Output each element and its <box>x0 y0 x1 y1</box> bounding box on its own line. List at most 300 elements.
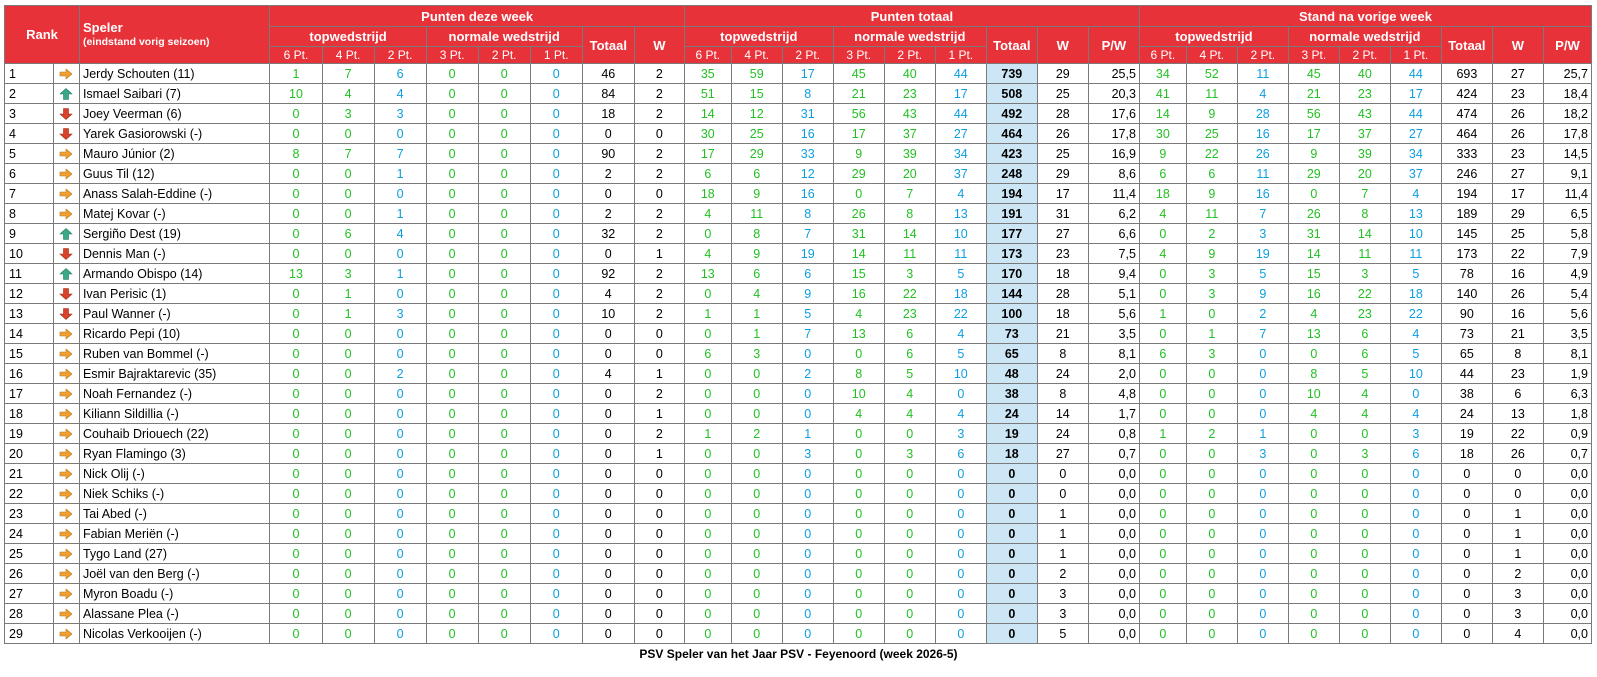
week-points-cell: 0 <box>530 504 582 524</box>
player-name: Joey Veerman (6) <box>79 104 270 124</box>
prev-pw-cell: 1,9 <box>1543 364 1591 384</box>
week-total-cell: 18 <box>582 104 634 124</box>
col-2pt-norm-week: 2 Pt. <box>478 47 530 64</box>
week-points-cell: 0 <box>530 84 582 104</box>
prev-points-cell: 4 <box>1390 184 1441 204</box>
week-points-cell: 7 <box>322 64 374 84</box>
week-points-cell: 0 <box>322 364 374 384</box>
rank-cell: 23 <box>5 504 54 524</box>
week-points-cell: 1 <box>374 264 426 284</box>
week-points-cell: 0 <box>530 444 582 464</box>
trend-cell <box>53 604 79 624</box>
prev-total-cell: 173 <box>1441 244 1492 264</box>
trend-cell <box>53 464 79 484</box>
week-w-cell: 0 <box>634 484 684 504</box>
total-points-cell: 23 <box>884 84 935 104</box>
week-points-cell: 0 <box>478 264 530 284</box>
week-points-cell: 1 <box>322 284 374 304</box>
arrow-up-icon <box>59 227 73 241</box>
total-points-cell: 37 <box>884 124 935 144</box>
table-row <box>5 404 1592 424</box>
week-points-cell: 0 <box>478 224 530 244</box>
prev-points-cell: 0 <box>1237 584 1288 604</box>
week-points-cell: 0 <box>270 584 322 604</box>
col-6pt-week: 6 Pt. <box>270 47 322 64</box>
prev-points-cell: 9 <box>1237 284 1288 304</box>
prev-points-cell: 7 <box>1237 204 1288 224</box>
prev-points-cell: 15 <box>1288 264 1339 284</box>
total-points-cell: 10 <box>935 224 986 244</box>
total-w-cell: 1 <box>1037 524 1088 544</box>
week-points-cell: 0 <box>426 564 478 584</box>
prev-points-cell: 0 <box>1186 624 1237 644</box>
week-points-cell: 0 <box>530 104 582 124</box>
total-total-cell: 65 <box>986 344 1037 364</box>
prev-points-cell: 4 <box>1339 404 1390 424</box>
prev-points-cell: 9 <box>1186 104 1237 124</box>
total-points-cell: 0 <box>731 384 782 404</box>
week-points-cell: 0 <box>530 564 582 584</box>
total-points-cell: 4 <box>884 384 935 404</box>
subgroup-top-week: topwedstrijd <box>270 27 426 47</box>
total-total-cell: 0 <box>986 624 1037 644</box>
prev-pw-cell: 0,0 <box>1543 624 1591 644</box>
total-points-cell: 0 <box>884 544 935 564</box>
total-points-cell: 26 <box>833 204 884 224</box>
prev-points-cell: 23 <box>1339 84 1390 104</box>
prev-points-cell: 0 <box>1288 604 1339 624</box>
total-points-cell: 15 <box>731 84 782 104</box>
table-row <box>5 364 1592 384</box>
week-points-cell: 0 <box>374 524 426 544</box>
prev-points-cell: 1 <box>1237 424 1288 444</box>
rank-cell: 22 <box>5 484 54 504</box>
player-name: Tai Abed (-) <box>79 504 270 524</box>
total-points-cell: 6 <box>731 164 782 184</box>
prev-total-cell: 0 <box>1441 544 1492 564</box>
prev-total-cell: 464 <box>1441 124 1492 144</box>
prev-pw-cell: 0,0 <box>1543 544 1591 564</box>
total-points-cell: 5 <box>782 304 833 324</box>
prev-points-cell: 0 <box>1186 584 1237 604</box>
prev-points-cell: 4 <box>1237 84 1288 104</box>
prev-points-cell: 0 <box>1237 624 1288 644</box>
week-total-cell: 46 <box>582 64 634 84</box>
rank-cell: 24 <box>5 524 54 544</box>
total-points-cell: 9 <box>782 284 833 304</box>
prev-points-cell: 9 <box>1139 144 1186 164</box>
total-points-cell: 0 <box>884 604 935 624</box>
prev-total-cell: 140 <box>1441 284 1492 304</box>
prev-points-cell: 0 <box>1390 524 1441 544</box>
prev-points-cell: 3 <box>1186 284 1237 304</box>
total-points-cell: 59 <box>731 64 782 84</box>
prev-points-cell: 6 <box>1139 344 1186 364</box>
prev-points-cell: 7 <box>1339 184 1390 204</box>
total-points-cell: 43 <box>884 104 935 124</box>
total-points-cell: 4 <box>833 304 884 324</box>
arrow-up-icon <box>59 87 73 101</box>
prev-points-cell: 0 <box>1288 344 1339 364</box>
total-points-cell: 0 <box>935 584 986 604</box>
total-total-cell: 0 <box>986 484 1037 504</box>
week-points-cell: 0 <box>478 364 530 384</box>
week-points-cell: 0 <box>530 244 582 264</box>
prev-w-cell: 23 <box>1492 84 1543 104</box>
trend-cell <box>53 124 79 144</box>
prev-points-cell: 25 <box>1186 124 1237 144</box>
rank-cell: 4 <box>5 124 54 144</box>
prev-pw-cell: 0,7 <box>1543 444 1591 464</box>
week-points-cell: 0 <box>322 324 374 344</box>
prev-pw-cell: 0,0 <box>1543 524 1591 544</box>
week-w-cell: 2 <box>634 164 684 184</box>
week-points-cell: 0 <box>270 504 322 524</box>
table-row <box>5 264 1592 284</box>
prev-points-cell: 0 <box>1139 224 1186 244</box>
week-total-cell: 0 <box>582 604 634 624</box>
week-points-cell: 0 <box>322 204 374 224</box>
prev-points-cell: 37 <box>1339 124 1390 144</box>
table-row <box>5 344 1592 364</box>
prev-points-cell: 0 <box>1288 424 1339 444</box>
week-total-cell: 0 <box>582 564 634 584</box>
total-points-cell: 4 <box>935 324 986 344</box>
trend-cell <box>53 484 79 504</box>
prev-points-cell: 16 <box>1237 184 1288 204</box>
col-totaal-week: Totaal <box>582 27 634 64</box>
total-points-cell: 25 <box>731 124 782 144</box>
week-points-cell: 0 <box>530 424 582 444</box>
week-points-cell: 0 <box>374 464 426 484</box>
table-row <box>5 484 1592 504</box>
prev-w-cell: 8 <box>1492 344 1543 364</box>
subgroup-top-vorige: topwedstrijd <box>1139 27 1288 47</box>
total-points-cell: 4 <box>684 204 731 224</box>
prev-points-cell: 0 <box>1139 524 1186 544</box>
sheet-footer: PSV Speler van het Jaar PSV - Feyenoord (week 2026-5) <box>639 647 958 661</box>
week-total-cell: 0 <box>582 544 634 564</box>
total-points-cell: 34 <box>935 144 986 164</box>
prev-total-cell: 333 <box>1441 144 1492 164</box>
week-points-cell: 0 <box>426 244 478 264</box>
week-points-cell: 0 <box>374 564 426 584</box>
total-points-cell: 3 <box>731 344 782 364</box>
rank-cell: 9 <box>5 224 54 244</box>
total-total-cell: 492 <box>986 104 1037 124</box>
total-points-cell: 0 <box>684 564 731 584</box>
total-w-cell: 29 <box>1037 64 1088 84</box>
total-total-cell: 177 <box>986 224 1037 244</box>
prev-points-cell: 2 <box>1186 424 1237 444</box>
prev-w-cell: 21 <box>1492 324 1543 344</box>
total-total-cell: 48 <box>986 364 1037 384</box>
total-points-cell: 22 <box>884 284 935 304</box>
trend-cell <box>53 524 79 544</box>
week-points-cell: 1 <box>270 64 322 84</box>
week-points-cell: 0 <box>530 284 582 304</box>
week-points-cell: 13 <box>270 264 322 284</box>
total-points-cell: 4 <box>833 404 884 424</box>
total-points-cell: 0 <box>884 504 935 524</box>
total-pw-cell: 1,7 <box>1088 404 1139 424</box>
total-points-cell: 1 <box>684 424 731 444</box>
week-points-cell: 7 <box>322 144 374 164</box>
total-points-cell: 18 <box>935 284 986 304</box>
prev-points-cell: 0 <box>1390 624 1441 644</box>
trend-cell <box>53 564 79 584</box>
total-points-cell: 0 <box>684 324 731 344</box>
week-points-cell: 0 <box>322 464 374 484</box>
week-points-cell: 0 <box>478 544 530 564</box>
prev-points-cell: 4 <box>1390 404 1441 424</box>
week-points-cell: 0 <box>478 324 530 344</box>
arrow-right-icon <box>59 387 73 401</box>
total-points-cell: 0 <box>833 464 884 484</box>
prev-points-cell: 10 <box>1390 364 1441 384</box>
prev-points-cell: 5 <box>1390 344 1441 364</box>
week-points-cell: 0 <box>478 584 530 604</box>
prev-pw-cell: 11,4 <box>1543 184 1591 204</box>
prev-pw-cell: 9,1 <box>1543 164 1591 184</box>
speler-header <box>79 6 270 64</box>
week-total-cell: 0 <box>582 384 634 404</box>
total-points-cell: 0 <box>731 404 782 424</box>
total-points-cell: 7 <box>782 324 833 344</box>
week-points-cell: 4 <box>374 84 426 104</box>
prev-points-cell: 3 <box>1186 264 1237 284</box>
prev-total-cell: 18 <box>1441 444 1492 464</box>
total-points-cell: 0 <box>884 464 935 484</box>
week-w-cell: 1 <box>634 364 684 384</box>
total-w-cell: 26 <box>1037 124 1088 144</box>
trend-cell <box>53 244 79 264</box>
prev-points-cell: 14 <box>1139 104 1186 124</box>
week-points-cell: 0 <box>374 584 426 604</box>
arrow-right-icon <box>59 627 73 641</box>
week-points-cell: 4 <box>322 84 374 104</box>
rank-cell: 1 <box>5 64 54 84</box>
prev-points-cell: 14 <box>1339 224 1390 244</box>
prev-points-cell: 0 <box>1139 444 1186 464</box>
prev-points-cell: 0 <box>1186 484 1237 504</box>
prev-points-cell: 2 <box>1237 304 1288 324</box>
prev-points-cell: 0 <box>1186 524 1237 544</box>
rank-cell: 20 <box>5 444 54 464</box>
prev-total-cell: 0 <box>1441 564 1492 584</box>
prev-points-cell: 0 <box>1288 584 1339 604</box>
total-points-cell: 3 <box>782 444 833 464</box>
prev-w-cell: 25 <box>1492 224 1543 244</box>
table-row <box>5 304 1592 324</box>
total-total-cell: 191 <box>986 204 1037 224</box>
total-points-cell: 16 <box>782 124 833 144</box>
prev-points-cell: 0 <box>1288 184 1339 204</box>
rank-cell: 5 <box>5 144 54 164</box>
total-points-cell: 19 <box>782 244 833 264</box>
total-points-cell: 12 <box>782 164 833 184</box>
prev-points-cell: 0 <box>1288 484 1339 504</box>
prev-points-cell: 0 <box>1339 584 1390 604</box>
prev-pw-cell: 4,9 <box>1543 264 1591 284</box>
week-total-cell: 0 <box>582 324 634 344</box>
prev-points-cell: 0 <box>1139 404 1186 424</box>
week-points-cell: 0 <box>270 284 322 304</box>
prev-points-cell: 10 <box>1390 224 1441 244</box>
week-points-cell: 0 <box>270 324 322 344</box>
prev-w-cell: 23 <box>1492 144 1543 164</box>
total-total-cell: 0 <box>986 544 1037 564</box>
trend-cell <box>53 504 79 524</box>
prev-pw-cell: 0,0 <box>1543 604 1591 624</box>
total-points-cell: 0 <box>684 484 731 504</box>
col-pw-totaal: P/W <box>1088 27 1139 64</box>
col-2pt-top-vorige: 2 Pt. <box>1237 47 1288 64</box>
prev-points-cell: 0 <box>1237 384 1288 404</box>
total-points-cell: 8 <box>731 224 782 244</box>
prev-points-cell: 30 <box>1139 124 1186 144</box>
week-w-cell: 2 <box>634 84 684 104</box>
prev-points-cell: 0 <box>1186 564 1237 584</box>
player-name: Esmir Bajraktarevic (35) <box>79 364 270 384</box>
prev-points-cell: 3 <box>1186 344 1237 364</box>
prev-points-cell: 0 <box>1390 604 1441 624</box>
total-points-cell: 13 <box>935 204 986 224</box>
week-points-cell: 0 <box>270 464 322 484</box>
speler-subtitle: (eindstand vorig seizoen) <box>82 35 210 48</box>
total-points-cell: 17 <box>782 64 833 84</box>
week-points-cell: 0 <box>426 504 478 524</box>
prev-total-cell: 38 <box>1441 384 1492 404</box>
table-row <box>5 444 1592 464</box>
week-points-cell: 1 <box>374 204 426 224</box>
week-points-cell: 0 <box>426 404 478 424</box>
week-points-cell: 0 <box>530 404 582 424</box>
total-points-cell: 10 <box>833 384 884 404</box>
week-points-cell: 0 <box>478 504 530 524</box>
week-points-cell: 0 <box>270 544 322 564</box>
week-points-cell: 0 <box>374 124 426 144</box>
total-points-cell: 31 <box>782 104 833 124</box>
total-total-cell: 248 <box>986 164 1037 184</box>
prev-pw-cell: 6,3 <box>1543 384 1591 404</box>
prev-points-cell: 1 <box>1139 424 1186 444</box>
total-points-cell: 8 <box>833 364 884 384</box>
prev-w-cell: 13 <box>1492 404 1543 424</box>
prev-points-cell: 34 <box>1139 64 1186 84</box>
prev-pw-cell: 0,0 <box>1543 564 1591 584</box>
subgroup-top-totaal: topwedstrijd <box>684 27 833 47</box>
prev-points-cell: 0 <box>1390 564 1441 584</box>
trend-cell <box>53 444 79 464</box>
prev-pw-cell: 18,2 <box>1543 104 1591 124</box>
total-total-cell: 508 <box>986 84 1037 104</box>
week-points-cell: 0 <box>478 284 530 304</box>
week-points-cell: 0 <box>322 244 374 264</box>
prev-pw-cell: 25,7 <box>1543 64 1591 84</box>
week-points-cell: 0 <box>530 64 582 84</box>
prev-w-cell: 22 <box>1492 244 1543 264</box>
prev-points-cell: 5 <box>1390 264 1441 284</box>
total-points-cell: 4 <box>935 184 986 204</box>
total-points-cell: 13 <box>684 264 731 284</box>
prev-total-cell: 78 <box>1441 264 1492 284</box>
trend-cell <box>53 84 79 104</box>
arrow-right-icon <box>59 547 73 561</box>
total-w-cell: 8 <box>1037 344 1088 364</box>
trend-cell <box>53 264 79 284</box>
total-pw-cell: 2,0 <box>1088 364 1139 384</box>
prev-points-cell: 44 <box>1390 104 1441 124</box>
prev-points-cell: 0 <box>1186 544 1237 564</box>
week-points-cell: 0 <box>426 64 478 84</box>
prev-pw-cell: 7,9 <box>1543 244 1591 264</box>
subgroup-normaal-week: normale wedstrijd <box>426 27 582 47</box>
prev-points-cell: 0 <box>1139 284 1186 304</box>
total-points-cell: 0 <box>935 484 986 504</box>
col-w-totaal: W <box>1037 27 1088 64</box>
total-points-cell: 0 <box>731 564 782 584</box>
prev-points-cell: 1 <box>1186 324 1237 344</box>
total-pw-cell: 6,6 <box>1088 224 1139 244</box>
prev-points-cell: 7 <box>1237 324 1288 344</box>
total-total-cell: 0 <box>986 504 1037 524</box>
week-points-cell: 0 <box>426 624 478 644</box>
table-row <box>5 464 1592 484</box>
week-points-cell: 0 <box>530 624 582 644</box>
week-points-cell: 0 <box>270 604 322 624</box>
total-total-cell: 73 <box>986 324 1037 344</box>
total-points-cell: 51 <box>684 84 731 104</box>
prev-points-cell: 6 <box>1139 164 1186 184</box>
total-points-cell: 0 <box>782 384 833 404</box>
group-header-totaal: Punten totaal <box>684 6 1139 27</box>
prev-w-cell: 6 <box>1492 384 1543 404</box>
arrow-right-icon <box>59 607 73 621</box>
total-points-cell: 0 <box>884 624 935 644</box>
week-points-cell: 0 <box>530 464 582 484</box>
total-pw-cell: 0,0 <box>1088 524 1139 544</box>
prev-points-cell: 0 <box>1139 544 1186 564</box>
prev-points-cell: 3 <box>1237 224 1288 244</box>
prev-w-cell: 1 <box>1492 524 1543 544</box>
prev-w-cell: 0 <box>1492 484 1543 504</box>
week-points-cell: 0 <box>478 624 530 644</box>
week-points-cell: 0 <box>478 564 530 584</box>
total-points-cell: 0 <box>731 524 782 544</box>
week-points-cell: 0 <box>270 564 322 584</box>
prev-points-cell: 6 <box>1339 324 1390 344</box>
total-points-cell: 0 <box>935 504 986 524</box>
total-points-cell: 0 <box>684 604 731 624</box>
total-pw-cell: 0,0 <box>1088 464 1139 484</box>
week-points-cell: 0 <box>270 444 322 464</box>
rank-cell: 26 <box>5 564 54 584</box>
total-points-cell: 16 <box>782 184 833 204</box>
week-points-cell: 0 <box>270 224 322 244</box>
prev-points-cell: 0 <box>1339 484 1390 504</box>
prev-w-cell: 29 <box>1492 204 1543 224</box>
total-points-cell: 31 <box>833 224 884 244</box>
prev-w-cell: 27 <box>1492 64 1543 84</box>
prev-points-cell: 0 <box>1139 564 1186 584</box>
week-w-cell: 1 <box>634 444 684 464</box>
total-points-cell: 0 <box>833 184 884 204</box>
player-name: Alassane Plea (-) <box>79 604 270 624</box>
week-points-cell: 0 <box>374 544 426 564</box>
total-points-cell: 6 <box>884 324 935 344</box>
trend-cell <box>53 224 79 244</box>
